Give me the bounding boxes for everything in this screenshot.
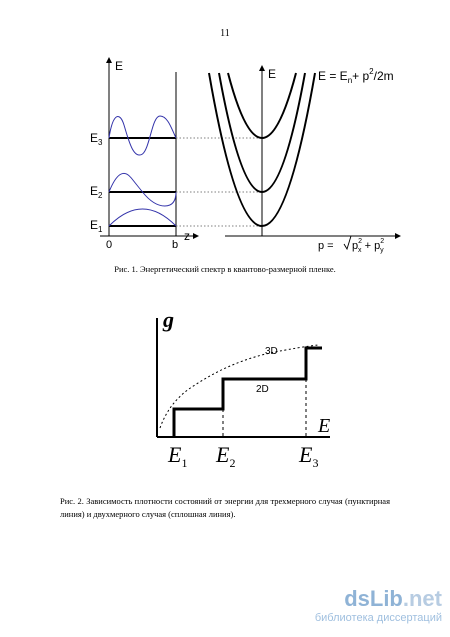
svg-text:p2x + p2y: $p^2$ $x + p^2$ y xyxy=(352,238,385,254)
fig2-e-label: E xyxy=(318,415,331,437)
fig2 xyxy=(157,307,330,470)
z-tick-b: b xyxy=(172,239,179,251)
dos-3d-dotted xyxy=(160,345,318,428)
momentum-formula xyxy=(318,236,392,254)
watermark-logo: dsLib.net xyxy=(344,586,442,611)
level-label-e1: $E_1$ xyxy=(90,218,103,234)
wavefunction-e1 xyxy=(109,209,176,226)
wavefunction-e2 xyxy=(109,173,176,206)
label-2d: 2D xyxy=(256,384,269,395)
fig1-left-panel xyxy=(90,59,196,251)
page-number: 11 xyxy=(220,28,230,39)
label-3d: 3D xyxy=(265,346,278,357)
figure1-caption: Рис. 1. Энергетический спектр в квантово-размерной пленке. xyxy=(114,264,336,274)
tick-e1: $E_1$ xyxy=(168,442,188,470)
z-tick-zero: 0 xyxy=(106,239,113,251)
fig1-right-e-label: E xyxy=(268,67,277,81)
dispersion-formula: $E = E_n+ p^2/2m$ xyxy=(318,67,394,85)
dos-2d-step xyxy=(174,348,322,437)
tick-e3: $E_3$ xyxy=(299,442,319,470)
level-label-e2: $E_2$ xyxy=(90,184,103,200)
fig1-left-e-label: E xyxy=(115,59,124,73)
level-label-e3: $E_3$ xyxy=(90,131,103,147)
fig1-right-panel xyxy=(209,67,398,254)
fig2-g-label: g xyxy=(163,307,174,332)
wavefunction-e3 xyxy=(109,116,176,155)
watermark xyxy=(272,588,442,624)
watermark-subtitle: библиотека диссертаций xyxy=(314,612,442,624)
figure2-caption: Рис. 2. Зависимость плотности состояний от энергии для трехмерного случая (пунктирная линия) и двухмерного случая (сплошная линия). xyxy=(60,496,390,519)
z-axis-label: z xyxy=(184,229,190,243)
svg-text:p =: p = xyxy=(318,240,334,252)
tick-e2: $E_2$ xyxy=(216,442,236,470)
